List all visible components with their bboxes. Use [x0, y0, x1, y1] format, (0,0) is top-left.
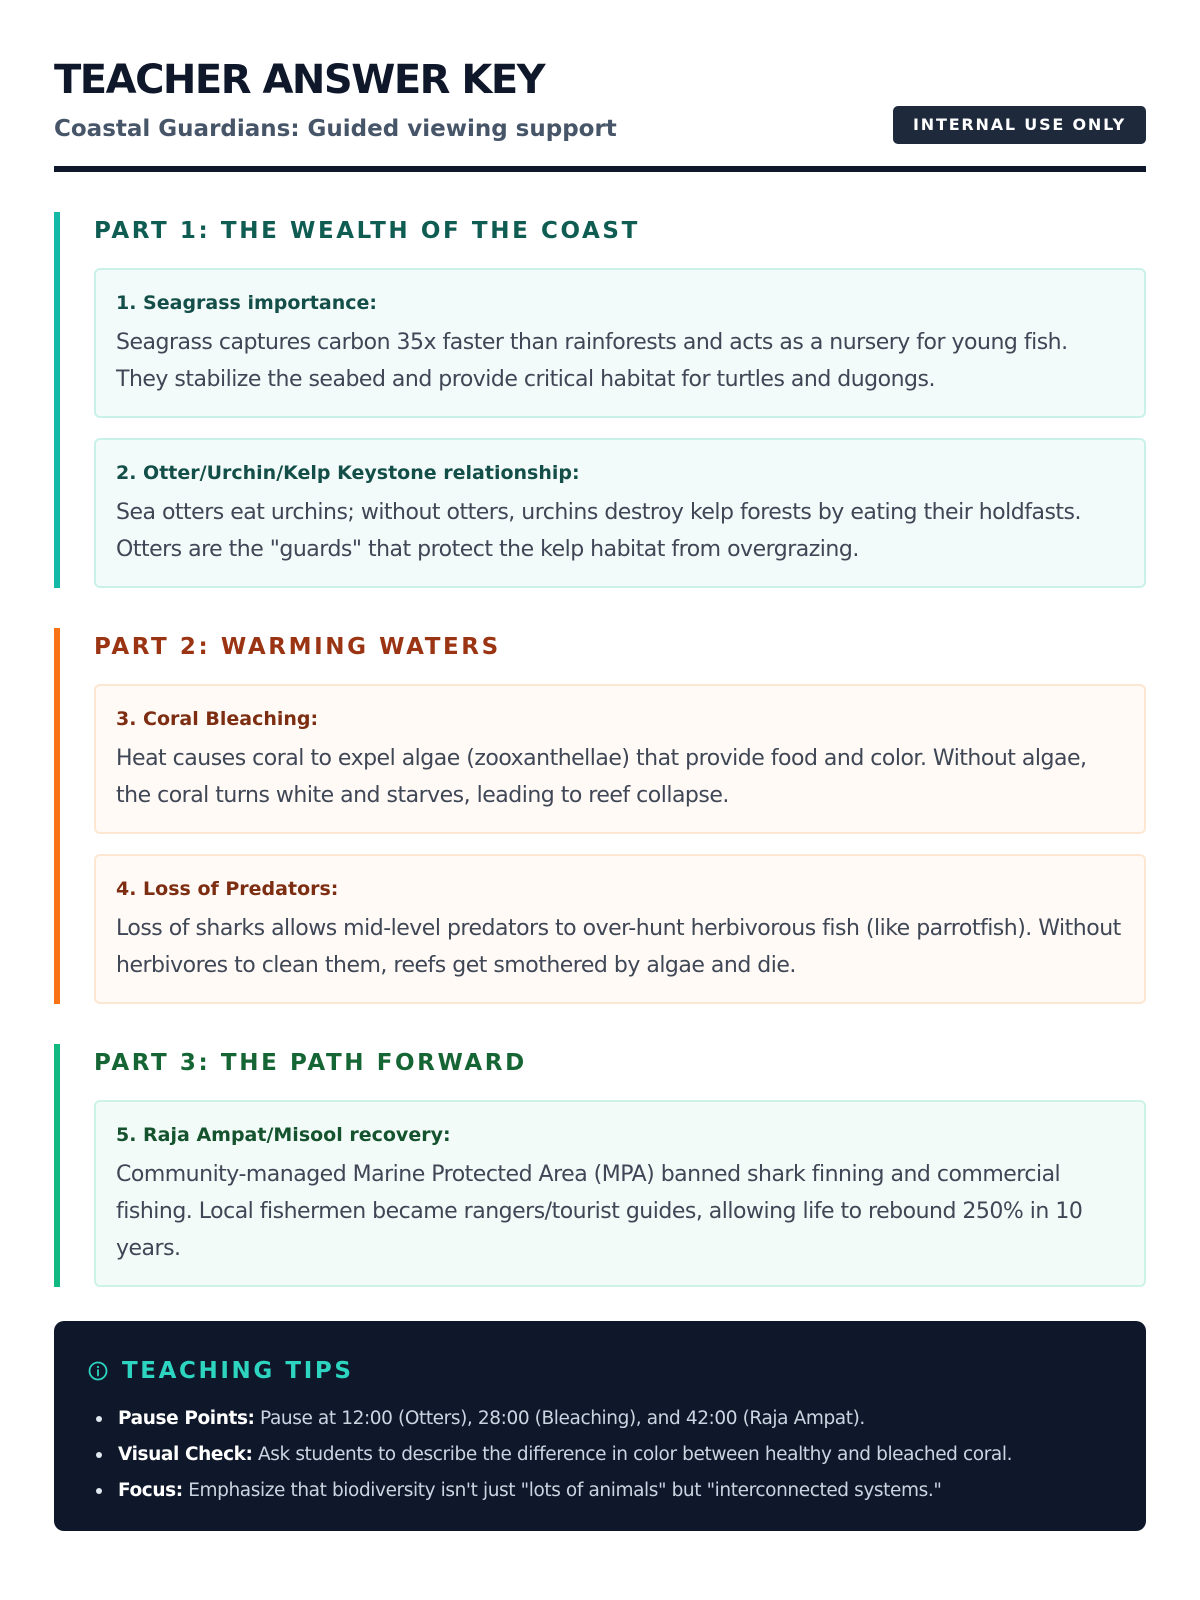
part-1-section [54, 212, 1146, 588]
answer-text: Loss of sharks allows mid-level predators to over-hunt herbivorous fish (like parrotfish). Without herbivores to clean them, reefs get smothered by algae and die. [116, 916, 1121, 978]
page-subtitle: Coastal Guardians: Guided viewing support [54, 116, 617, 142]
tip-label: Focus: [118, 1480, 183, 1501]
part-1-heading: PART 1: THE WEALTH OF THE COAST [94, 218, 640, 244]
teaching-tips-title: TEACHING TIPS [122, 1358, 354, 1384]
answer-card-3 [94, 684, 1146, 834]
answer-text: Community-managed Marine Protected Area (MPA) banned shark finning and commercial fishing. Local fishermen became rangers/tourist guides, allowing life to rebound 250% in 10 years. [116, 1162, 1083, 1261]
tip-item [118, 1437, 1112, 1473]
question-label: 3. Coral Bleaching: [116, 708, 319, 730]
answer-text: Heat causes coral to expel algae (zooxanthellae) that provide food and color. Without algae, the coral turns white and starves, leading to reef collapse. [116, 746, 1087, 808]
tip-text: Ask students to describe the difference in color between healthy and bleached coral. [252, 1444, 1013, 1465]
tip-label: Pause Points: [118, 1408, 255, 1429]
teaching-tips-panel [54, 1321, 1146, 1531]
page-title: TEACHER ANSWER KEY [54, 57, 545, 103]
tip-item [118, 1401, 1112, 1437]
question-label: 1. Seagrass importance: [116, 292, 377, 314]
answer-card-4 [94, 854, 1146, 1004]
answer-text: Seagrass captures carbon 35x faster than rainforests and acts as a nursery for young fish. They stabilize the seabed and provide critical habitat for turtles and dugongs. [116, 330, 1068, 392]
part-2-section [54, 628, 1146, 1004]
tip-text: Pause at 12:00 (Otters), 28:00 (Bleaching), and 42:00 (Raja Ampat). [254, 1408, 865, 1429]
tip-item [118, 1473, 1112, 1509]
part-2-heading: PART 2: WARMING WATERS [94, 634, 501, 660]
answer-card-1 [94, 268, 1146, 418]
answer-card-2 [94, 438, 1146, 588]
tip-text: Emphasize that biodiversity isn't just "lots of animals" but "interconnected systems." [182, 1480, 942, 1501]
info-circle-icon [88, 1361, 108, 1381]
part-3-section [54, 1044, 1146, 1287]
tip-label: Visual Check: [118, 1444, 253, 1465]
answer-card-5 [94, 1100, 1146, 1287]
question-label: 2. Otter/Urchin/Kelp Keystone relationship: [116, 462, 580, 484]
page-header [54, 54, 1146, 172]
teaching-tips-list [88, 1401, 1112, 1509]
question-label: 5. Raja Ampat/Misool recovery: [116, 1124, 451, 1146]
part-3-heading: PART 3: THE PATH FORWARD [94, 1050, 527, 1076]
question-label: 4. Loss of Predators: [116, 878, 339, 900]
answer-text: Sea otters eat urchins; without otters, urchins destroy kelp forests by eating their holdfasts. Otters are the "guards" that protect the kelp habitat from overgrazing. [116, 500, 1081, 562]
teaching-tips-header [88, 1355, 1112, 1387]
internal-use-badge: INTERNAL USE ONLY [893, 106, 1146, 144]
